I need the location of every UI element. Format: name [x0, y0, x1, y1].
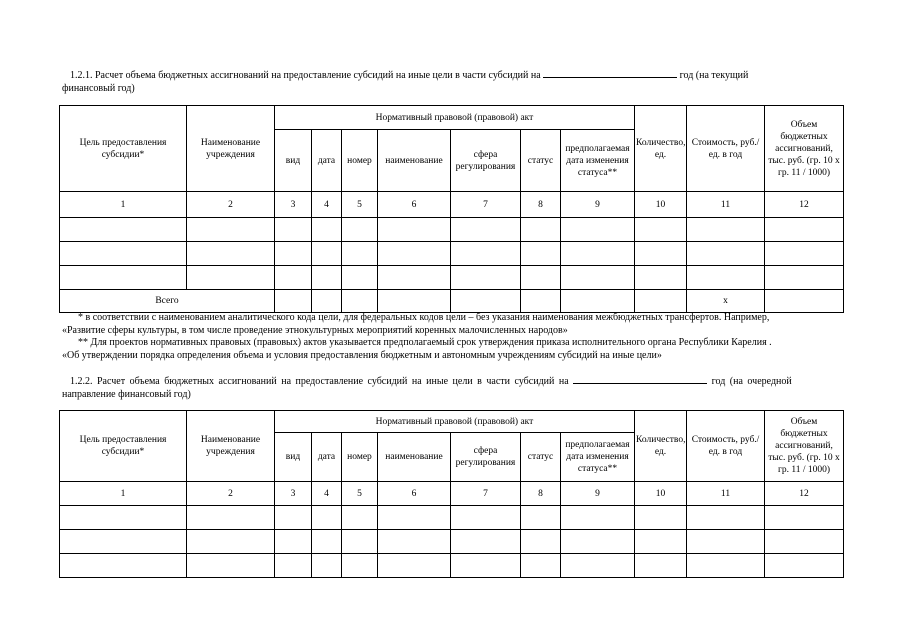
section-1-2-1-line2: финансовый год): [62, 83, 135, 94]
header-institution: Наименование учреждения: [187, 106, 275, 192]
header-type: вид: [275, 130, 312, 192]
col-number: 3: [275, 482, 312, 506]
header-institution: Наименование учреждения: [187, 411, 275, 482]
header-legal-act: Нормативный правовой (правовой) акт: [275, 411, 635, 433]
footnotes: [62, 312, 846, 362]
col-number: 6: [378, 482, 451, 506]
table-row: [60, 266, 844, 290]
col-number: 5: [342, 482, 378, 506]
header-scope: сфера регулирования: [451, 130, 521, 192]
col-number: 1: [60, 192, 187, 218]
footnote-1-line2: «Развитие сферы культуры, в том числе проведение этнокультурных мероприятий коренных малочисленных народов»: [62, 324, 568, 336]
header-status: статус: [521, 130, 561, 192]
header-volume: Объем бюджетных ассигнований, тыс. руб. (гр. 10 х гр. 11 / 1000): [765, 411, 844, 482]
blank-fill-line: [573, 373, 707, 384]
col-number: 10: [635, 192, 687, 218]
col-number: 9: [561, 482, 635, 506]
header-name: наименование: [378, 433, 451, 482]
table-row: [60, 506, 844, 530]
section-1-2-2-line1: 1.2.2. Расчет объема бюджетных ассигнований на предоставление субсидий на иные цели в части субсидий на год (на очередной: [62, 373, 846, 388]
total-row: [60, 290, 844, 313]
col-number: 7: [451, 482, 521, 506]
section-1-2-1-line1: 1.2.1. Расчет объема бюджетных ассигнований на предоставление субсидий на иные цели в части субсидий на год (на текущий: [62, 67, 846, 82]
header-cost: Стоимость, руб./ед. в год: [687, 106, 765, 192]
header-status: статус: [521, 433, 561, 482]
col-number: 1: [60, 482, 187, 506]
col-number: 4: [312, 482, 342, 506]
header-volume: Объем бюджетных ассигнований, тыс. руб. (гр. 10 х гр. 11 / 1000): [765, 106, 844, 192]
subsidy-table-current-year: [59, 105, 844, 313]
col-number: 8: [521, 192, 561, 218]
header-type: вид: [275, 433, 312, 482]
table-row: [60, 530, 844, 554]
header-number: номер: [342, 433, 378, 482]
col-number: 2: [187, 482, 275, 506]
header-expected-date: предполагаемая дата изменения статуса**: [561, 433, 635, 482]
footnote-2-line2: «Об утверждении порядка определения объема и условия предоставления бюджетным и автономным учреждениям субсидий на иные цели»: [62, 349, 662, 361]
footnote-1-line1: * в соответствии с наименованием аналитического кода цели, для федеральных кодов цели – без указания наименования межбюджетных трансфертов. Например,: [78, 312, 770, 323]
col-number: 3: [275, 192, 312, 218]
col-number: 10: [635, 482, 687, 506]
col-number: 4: [312, 192, 342, 218]
col-number: 12: [765, 192, 844, 218]
header-quantity: Количество, ед.: [635, 106, 687, 192]
section-1-2-2-heading: [62, 373, 846, 401]
section-1-2-1-heading: [62, 67, 846, 95]
header-cost: Стоимость, руб./ед. в год: [687, 411, 765, 482]
header-legal-act: Нормативный правовой (правовой) акт: [275, 106, 635, 130]
table-row: [60, 218, 844, 242]
header-purpose: Цель предоставления субсидии*: [60, 106, 187, 192]
blank-fill-line: [543, 67, 677, 78]
header-name: наименование: [378, 130, 451, 192]
column-numbers-row: [60, 192, 844, 218]
header-quantity: Количество, ед.: [635, 411, 687, 482]
total-x-mark: х: [687, 290, 765, 313]
header-expected-date: предполагаемая дата изменения статуса**: [561, 130, 635, 192]
header-purpose: Цель предоставления субсидии*: [60, 411, 187, 482]
col-number: 6: [378, 192, 451, 218]
col-number: 8: [521, 482, 561, 506]
column-numbers-row: [60, 482, 844, 506]
col-number: 5: [342, 192, 378, 218]
col-number: 7: [451, 192, 521, 218]
header-number: номер: [342, 130, 378, 192]
table-row: [60, 242, 844, 266]
header-scope: сфера регулирования: [451, 433, 521, 482]
footnote-2-line1: ** Для проектов нормативных правовых (правовых) актов указывается предполагаемый срок утверждения приказа исполнительного органа Республики Карелия .: [78, 337, 772, 348]
header-date: дата: [312, 433, 342, 482]
subsidy-table-next-year: [59, 410, 844, 578]
col-number: 11: [687, 482, 765, 506]
table-row: [60, 554, 844, 578]
header-date: дата: [312, 130, 342, 192]
col-number: 11: [687, 192, 765, 218]
col-number: 12: [765, 482, 844, 506]
total-label: Всего: [60, 290, 275, 313]
col-number: 2: [187, 192, 275, 218]
section-1-2-2-line2: направление финансовый год): [62, 389, 191, 400]
col-number: 9: [561, 192, 635, 218]
